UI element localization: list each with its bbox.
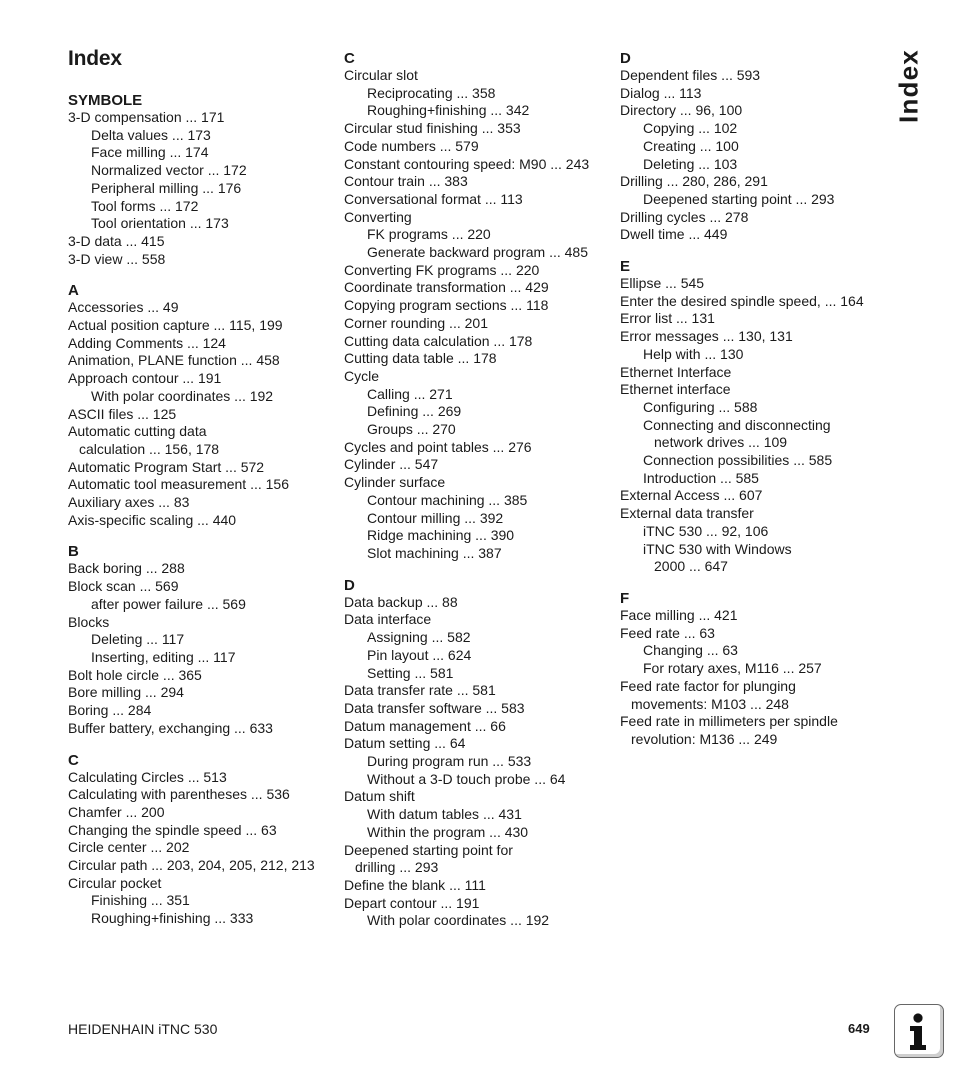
index-subentry: Contour machining ... 385 <box>367 491 528 508</box>
index-entry: Cylinder ... 547 <box>344 456 439 473</box>
index-entry: Circle center ... 202 <box>68 839 190 856</box>
index-entry: Chamfer ... 200 <box>68 803 165 820</box>
index-subentry: Assigning ... 582 <box>367 629 471 646</box>
index-entry: Directory ... 96, 100 <box>620 102 743 119</box>
index-subentry: During program run ... 533 <box>367 753 532 770</box>
index-entry: Ethernet Interface <box>620 363 732 380</box>
index-entry: Dwell time ... 449 <box>620 226 728 243</box>
index-subentry: Calling ... 271 <box>367 385 453 402</box>
index-entry: Axis-specific scaling ... 440 <box>68 511 237 528</box>
index-entry: Block scan ... 569 <box>68 578 179 595</box>
index-entry: Drilling cycles ... 278 <box>620 208 749 225</box>
index-entry: Deepened starting point for <box>344 841 513 858</box>
index-entry: Ethernet interface <box>620 381 731 398</box>
index-entry: Animation, PLANE function ... 458 <box>68 352 280 369</box>
index-entry: Back boring ... 288 <box>68 560 185 577</box>
index-subentry: FK programs ... 220 <box>367 226 491 243</box>
index-entry: Face milling ... 421 <box>620 606 738 623</box>
index-subentry: Connecting and disconnecting <box>643 416 831 433</box>
index-subentry: Deleting ... 117 <box>91 631 185 648</box>
index-entry: Automatic cutting data <box>68 423 207 440</box>
index-entry: Define the blank ... 111 <box>344 876 486 893</box>
index-subentry: Within the program ... 430 <box>367 823 529 840</box>
index-subentry: Finishing ... 351 <box>91 892 190 909</box>
index-entry: Feed rate ... 63 <box>620 624 715 641</box>
index-entry: 3-D compensation ... 171 <box>68 109 225 125</box>
index-entry: Ellipse ... 545 <box>620 275 705 292</box>
index-subentry: Slot machining ... 387 <box>367 544 502 561</box>
index-subentry: Roughing+finishing ... 333 <box>91 910 254 927</box>
index-section <box>68 282 338 529</box>
index-entry: Cutting data calculation ... 178 <box>344 332 533 349</box>
index-subentry: Introduction ... 585 <box>643 469 759 486</box>
section-heading: B <box>68 543 79 561</box>
index-subentry: Contour milling ... 392 <box>367 509 504 526</box>
index-subentry: Without a 3-D touch probe ... 64 <box>367 770 566 787</box>
index-subentry: Tool orientation ... 173 <box>91 215 229 232</box>
index-entry: Drilling ... 280, 286, 291 <box>620 173 768 190</box>
index-entry: Circular slot <box>344 67 418 83</box>
index-entry: Error list ... 131 <box>620 310 715 327</box>
index-entry: Converting FK programs ... 220 <box>344 261 540 278</box>
index-entry: Adding Comments ... 124 <box>68 334 226 351</box>
index-subentry: Ridge machining ... 390 <box>367 527 515 544</box>
index-entry: drilling ... 293 <box>355 859 439 876</box>
index-subentry: For rotary axes, M116 ... 257 <box>643 660 822 677</box>
index-section <box>620 50 890 244</box>
section-heading: E <box>620 258 631 276</box>
index-entry: Changing the spindle speed ... 63 <box>68 821 277 838</box>
section-heading: F <box>620 589 630 607</box>
index-subentry: Groups ... 270 <box>367 421 456 438</box>
index-entry: External data transfer <box>620 505 754 522</box>
index-subentry: Configuring ... 588 <box>643 398 758 415</box>
index-subentry: Reciprocating ... 358 <box>367 84 496 101</box>
index-entry: Circular pocket <box>68 874 162 891</box>
index-section <box>620 258 890 576</box>
index-subentry: Tool forms ... 172 <box>91 197 199 214</box>
index-section <box>344 50 614 563</box>
index-entry: Corner rounding ... 201 <box>344 314 488 331</box>
index-subentry: With polar coordinates ... 192 <box>91 387 274 404</box>
index-subentry: Creating ... 100 <box>643 137 739 154</box>
index-entry: External Access ... 607 <box>620 487 763 504</box>
index-entry: Actual position capture ... 115, 199 <box>68 317 283 334</box>
index-entry: revolution: M136 ... 249 <box>631 730 778 747</box>
index-column-2 <box>344 50 614 944</box>
index-entry: Code numbers ... 579 <box>344 137 479 154</box>
index-entry: Data backup ... 88 <box>344 593 458 610</box>
index-subentry: Deepened starting point ... 293 <box>643 190 835 207</box>
index-entry: Cycle <box>344 367 380 384</box>
index-entry: 3-D data ... 415 <box>68 232 165 249</box>
index-entry: ASCII files ... 125 <box>68 405 177 422</box>
index-entry: Constant contouring speed: M90 ... 243 <box>344 155 590 172</box>
index-entry: Converting <box>344 208 412 225</box>
info-icon-glyph <box>895 1005 943 1057</box>
page-number: 649 <box>848 1021 870 1036</box>
index-entry: movements: M103 ... 248 <box>631 695 789 712</box>
index-entry: Bore milling ... 294 <box>68 684 184 701</box>
index-entry: Accessories ... 49 <box>68 299 179 316</box>
index-subentry: Roughing+finishing ... 342 <box>367 102 530 119</box>
index-entry: Cycles and point tables ... 276 <box>344 438 532 455</box>
index-subentry: 2000 ... 647 <box>654 558 728 575</box>
index-entry: Bolt hole circle ... 365 <box>68 666 202 683</box>
page-title: Index <box>68 47 122 70</box>
index-entry: Enter the desired spindle speed, ... 164 <box>620 292 864 309</box>
index-entry: Data transfer rate ... 581 <box>344 682 496 699</box>
section-heading: D <box>344 576 355 594</box>
section-heading: C <box>344 50 355 67</box>
footer-product-name: HEIDENHAIN iTNC 530 <box>68 1021 218 1037</box>
index-entry: Depart contour ... 191 <box>344 894 480 911</box>
index-entry: Copying program sections ... 118 <box>344 297 549 314</box>
index-entry: calculation ... 156, 178 <box>79 440 220 457</box>
index-subentry: Peripheral milling ... 176 <box>91 179 242 196</box>
index-entry: Buffer battery, exchanging ... 633 <box>68 719 273 736</box>
index-subentry: With datum tables ... 431 <box>367 806 522 823</box>
index-column-3 <box>620 50 890 763</box>
index-subentry: Face milling ... 174 <box>91 144 209 161</box>
section-heading: D <box>620 50 631 67</box>
index-side-tab <box>884 48 934 124</box>
index-entry: Cutting data table ... 178 <box>344 350 497 367</box>
index-entry: Contour train ... 383 <box>344 173 468 190</box>
side-tab-label: Index <box>893 49 924 123</box>
index-entry: Approach contour ... 191 <box>68 370 222 387</box>
index-entry: Datum management ... 66 <box>344 717 506 734</box>
index-entry: Feed rate factor for plunging <box>620 677 796 694</box>
index-entry: Error messages ... 130, 131 <box>620 328 793 345</box>
index-entry: Blocks <box>68 613 110 630</box>
index-subentry: Normalized vector ... 172 <box>91 162 247 179</box>
index-entry: Automatic Program Start ... 572 <box>68 458 265 475</box>
index-entry: Data transfer software ... 583 <box>344 699 525 716</box>
index-subentry: iTNC 530 with Windows <box>643 540 792 557</box>
index-entry: Conversational format ... 113 <box>344 190 523 207</box>
index-subentry: iTNC 530 ... 92, 106 <box>643 522 769 539</box>
index-entry: Cylinder surface <box>344 474 446 491</box>
index-subentry: Generate backward program ... 485 <box>367 244 589 261</box>
index-column-1 <box>68 92 338 942</box>
section-heading: C <box>68 751 79 769</box>
index-entry: Coordinate transformation ... 429 <box>344 279 549 296</box>
index-entry: Feed rate in millimeters per spindle <box>620 713 838 730</box>
index-section <box>68 752 338 928</box>
index-subentry: Help with ... 130 <box>643 345 744 362</box>
index-entry: Calculating Circles ... 513 <box>68 768 227 785</box>
index-subentry: Inserting, editing ... 117 <box>91 648 236 665</box>
index-section <box>68 92 338 268</box>
index-subentry: Defining ... 269 <box>367 403 462 420</box>
index-subentry: after power failure ... 569 <box>91 595 246 612</box>
section-heading: SYMBOLE <box>68 92 143 109</box>
index-subentry: Setting ... 581 <box>367 664 454 681</box>
index-entry: Automatic tool measurement ... 156 <box>68 476 289 493</box>
index-section <box>68 543 338 737</box>
index-subentry: network drives ... 109 <box>654 434 788 451</box>
index-subentry: Pin layout ... 624 <box>367 646 472 663</box>
index-subentry: Deleting ... 103 <box>643 155 738 172</box>
index-subentry: Delta values ... 173 <box>91 126 211 143</box>
index-entry: Datum setting ... 64 <box>344 735 466 752</box>
index-section <box>344 577 614 930</box>
index-subentry: Copying ... 102 <box>643 120 738 137</box>
info-icon <box>894 1004 944 1058</box>
index-entry: Circular path ... 203, 204, 205, 212, 213 <box>68 857 315 874</box>
index-entry: Auxiliary axes ... 83 <box>68 494 190 511</box>
index-section <box>620 590 890 749</box>
index-subentry: Changing ... 63 <box>643 642 738 659</box>
index-entry: Datum shift <box>344 788 415 805</box>
index-entry: Data interface <box>344 611 432 628</box>
index-entry: Calculating with parentheses ... 536 <box>68 786 290 803</box>
section-heading: A <box>68 282 79 300</box>
index-entry: 3-D view ... 558 <box>68 250 166 267</box>
index-entry: Dialog ... 113 <box>620 84 702 101</box>
index-subentry: With polar coordinates ... 192 <box>367 912 550 929</box>
index-entry: Circular stud finishing ... 353 <box>344 120 521 137</box>
index-entry: Dependent files ... 593 <box>620 67 761 83</box>
index-entry: Boring ... 284 <box>68 702 152 719</box>
index-subentry: Connection possibilities ... 585 <box>643 452 833 469</box>
